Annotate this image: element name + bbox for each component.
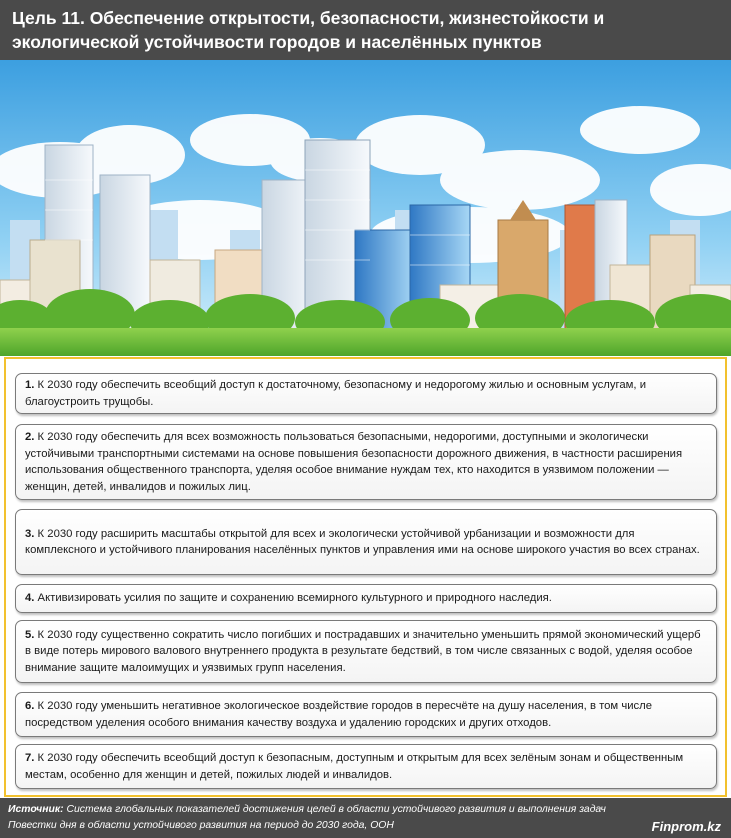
goals-panel: [4, 357, 727, 797]
goal-number: 5.: [25, 628, 35, 641]
goal-text: К 2030 году обеспечить всеобщий доступ к достаточному, безопасному и недорогому жилью и основным услугам, и благоустроить трущобы.: [25, 379, 647, 408]
goal-card-1: [15, 373, 717, 414]
goal-card-4: [15, 584, 717, 613]
goal-card-6: [15, 692, 717, 737]
goal-number: 6.: [25, 700, 35, 712]
goal-text: К 2030 году расширить масштабы открытой для всех и экологически устойчивой урбанизации и возможности для комплексного и устойчивого планирования населённых пунктов и управления ими на основе широкого участия во всех странах.: [25, 527, 700, 556]
goal-text: К 2030 году обеспечить всеобщий доступ к безопасным, доступным и открытым для всех зелёным зонам и общественным местам, особенно для женщин и детей, пожилых людей и инвалидов.: [25, 752, 684, 781]
goal-text: К 2030 году обеспечить для всех возможность пользоваться безопасными, недорогими, доступными и экологически устойчивыми транспортными системами на основе повышения безопасности дорожного движения, в частности расширения использования общественного транспорта, уделяя особое внимание нуждам тех, кто находится в уязвимом положении — женщин, детей, инвалидов и пожилых лиц.: [25, 431, 683, 493]
page-title: Цель 11. Обеспечение открытости, безопасности, жизнестойкости и экологической устойчивости городов и населённых пунктов: [12, 8, 605, 52]
goal-number: 2.: [25, 431, 35, 443]
goal-text: К 2030 году существенно сократить число погибших и пострадавших и значительно уменьшить прямой экономический ущерб в виде потерь мирового валового внутреннего продукта в результате бедствий, в том числе связанных с водой, уделяя особое внимание защите малоимущих и уязвимых групп населения.: [25, 628, 701, 674]
city-skyline-illustration: [0, 60, 731, 356]
goal-number: 1.: [25, 379, 35, 391]
header-bar: [0, 0, 731, 60]
footer-bar: [0, 798, 731, 838]
source-label: Источник:: [8, 804, 64, 815]
goal-text: К 2030 году уменьшить негативное экологическое воздействие городов в пересчёте на душу населения, в том числе посредством уделения особого внимания качеству воздуха и удалению городских и других отходов.: [25, 700, 653, 729]
goal-number: 7.: [25, 752, 35, 764]
goal-card-3: [15, 509, 717, 575]
goal-text: Активизировать усилия по защите и сохранению всемирного культурного и природного наследия.: [34, 592, 552, 605]
source-note: [8, 802, 648, 833]
goal-card-2: [15, 424, 717, 500]
goal-number: 4.: [25, 592, 35, 605]
goal-number: 3.: [25, 527, 35, 540]
source-text: Система глобальных показателей достижения целей в области устойчивого развития и выполнения задач Повестки дня в области устойчивого развития на период до 2030 года, ООН: [8, 804, 606, 831]
goal-card-5: [15, 620, 717, 683]
goal-card-7: [15, 744, 717, 789]
brand-logo-text[interactable]: Finprom.kz: [651, 819, 721, 834]
